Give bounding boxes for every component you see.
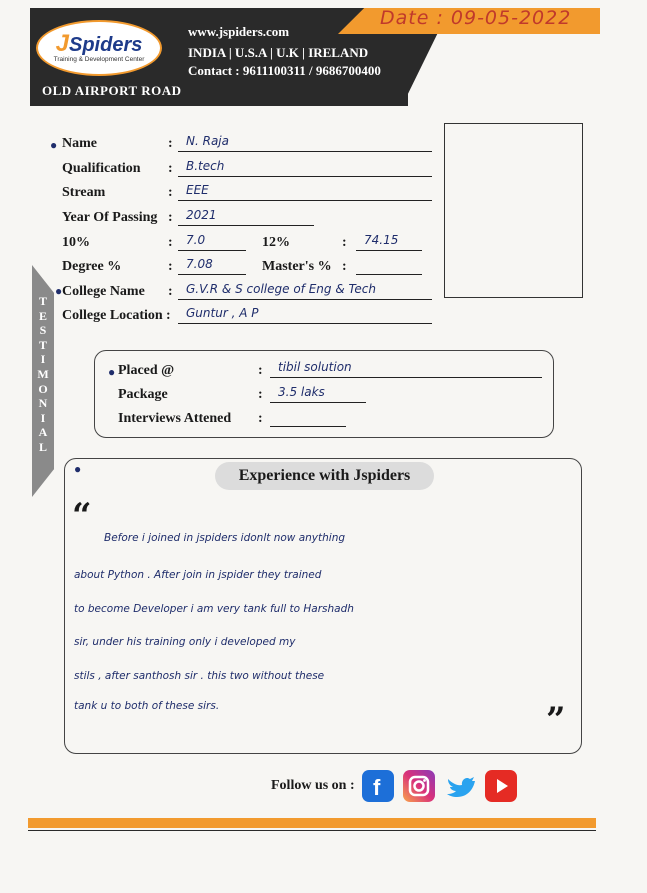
photo-box	[444, 123, 583, 298]
twelfth-label: 12%	[262, 235, 290, 250]
testimonial-line: tank u to both of these sirs.	[74, 700, 220, 712]
testimonial-letter: L	[38, 439, 47, 454]
logo-letter: J	[55, 30, 69, 57]
colon: :	[258, 387, 263, 402]
open-quote-icon: “	[72, 496, 92, 536]
website-text: www.jspiders.com	[188, 24, 290, 39]
package-value: 3.5 laks	[270, 385, 366, 403]
facebook-icon[interactable]	[362, 770, 394, 802]
logo-tagline: Training & Development Center	[53, 56, 145, 63]
tenth-value: 7.0	[178, 233, 246, 251]
testimonial-letter: M	[37, 366, 49, 381]
footer-bar	[28, 818, 596, 828]
colon: :	[168, 161, 173, 176]
placed-label: Placed @	[118, 363, 175, 378]
colon: :	[168, 259, 173, 274]
colon: :	[168, 136, 173, 151]
year-of-passing-label: Year Of Passing	[62, 210, 158, 225]
testimonial-letter: T	[38, 294, 47, 308]
testimonial-letter: T	[38, 337, 47, 352]
colon: :	[342, 235, 347, 250]
colon: :	[168, 284, 173, 299]
bullet-icon: ●	[74, 462, 82, 476]
degree-value: 7.08	[178, 257, 246, 275]
bullet-icon: ●	[50, 138, 58, 152]
countries-text: INDIA | U.S.A | U.K | IRELAND	[188, 45, 369, 60]
colon: :	[342, 259, 347, 274]
colon: :	[258, 411, 263, 426]
colon: :	[168, 235, 173, 250]
bullet-icon: ●	[108, 365, 116, 379]
interviews-value	[270, 409, 346, 427]
testimonial-line: to become Developer i am very tank full to Harshadh	[74, 603, 354, 615]
contact-text: Contact : 9611100311 / 9686700400	[188, 63, 381, 78]
stream-value: EEE	[178, 183, 432, 201]
testimonial-line: sir, under his training only i developed my	[74, 636, 296, 648]
year-of-passing-value: 2021	[178, 208, 314, 226]
close-quote-icon: ”	[546, 700, 566, 740]
masters-label: Master's %	[262, 259, 332, 274]
twelfth-value: 74.15	[356, 233, 422, 251]
name-label: Name	[62, 136, 97, 151]
testimonial-letter: I	[40, 352, 46, 367]
footer-divider	[28, 830, 596, 831]
testimonial-letter: S	[39, 323, 47, 338]
name-value: N. Raja	[178, 134, 432, 152]
package-label: Package	[118, 387, 168, 402]
logo-wordmark	[36, 30, 162, 58]
colon: :	[168, 185, 173, 200]
testimonial-tab-label	[32, 294, 54, 455]
testimonial-letter: I	[40, 410, 46, 425]
testimonial-letter: O	[38, 381, 48, 396]
stream-label: Stream	[62, 185, 106, 200]
colon: :	[166, 308, 171, 323]
masters-value	[356, 257, 422, 275]
bullet-icon: ●	[55, 284, 63, 298]
colon: :	[258, 363, 263, 378]
colon: :	[168, 210, 173, 225]
instagram-icon[interactable]	[403, 770, 435, 802]
qualification-value: B.tech	[178, 159, 432, 177]
location-value: Guntur , A P	[178, 306, 432, 324]
follow-us-label: Follow us on :	[271, 778, 355, 793]
college-value: G.V.R & S college of Eng & Tech	[178, 282, 432, 300]
youtube-icon[interactable]	[485, 770, 517, 802]
placed-value: tibil solution	[270, 360, 542, 378]
qualification-label: Qualification	[62, 161, 141, 176]
testimonial-line: Before i joined in jspiders idonlt now anything	[104, 532, 346, 544]
branch-name: OLD AIRPORT ROAD	[42, 83, 182, 98]
location-label: College Location	[62, 308, 163, 323]
tenth-label: 10%	[62, 235, 90, 250]
testimonial-letter: N	[38, 396, 48, 411]
testimonial-line: stils , after santhosh sir . this two without these	[74, 670, 325, 682]
college-label: College Name	[62, 284, 145, 299]
testimonial-letter: E	[38, 308, 47, 323]
twitter-icon[interactable]	[445, 770, 477, 802]
interviews-label: Interviews Attened	[118, 411, 232, 426]
testimonial-letter: A	[38, 425, 48, 440]
experience-title: Experience with Jspiders	[238, 467, 411, 484]
logo-text: Spiders	[69, 34, 143, 56]
svg-text:f: f	[373, 775, 381, 800]
degree-label: Degree %	[62, 259, 122, 274]
testimonial-line: about Python . After join in jspider they trained	[74, 569, 322, 581]
date-handwritten: Date : 09-05-2022	[380, 7, 572, 29]
